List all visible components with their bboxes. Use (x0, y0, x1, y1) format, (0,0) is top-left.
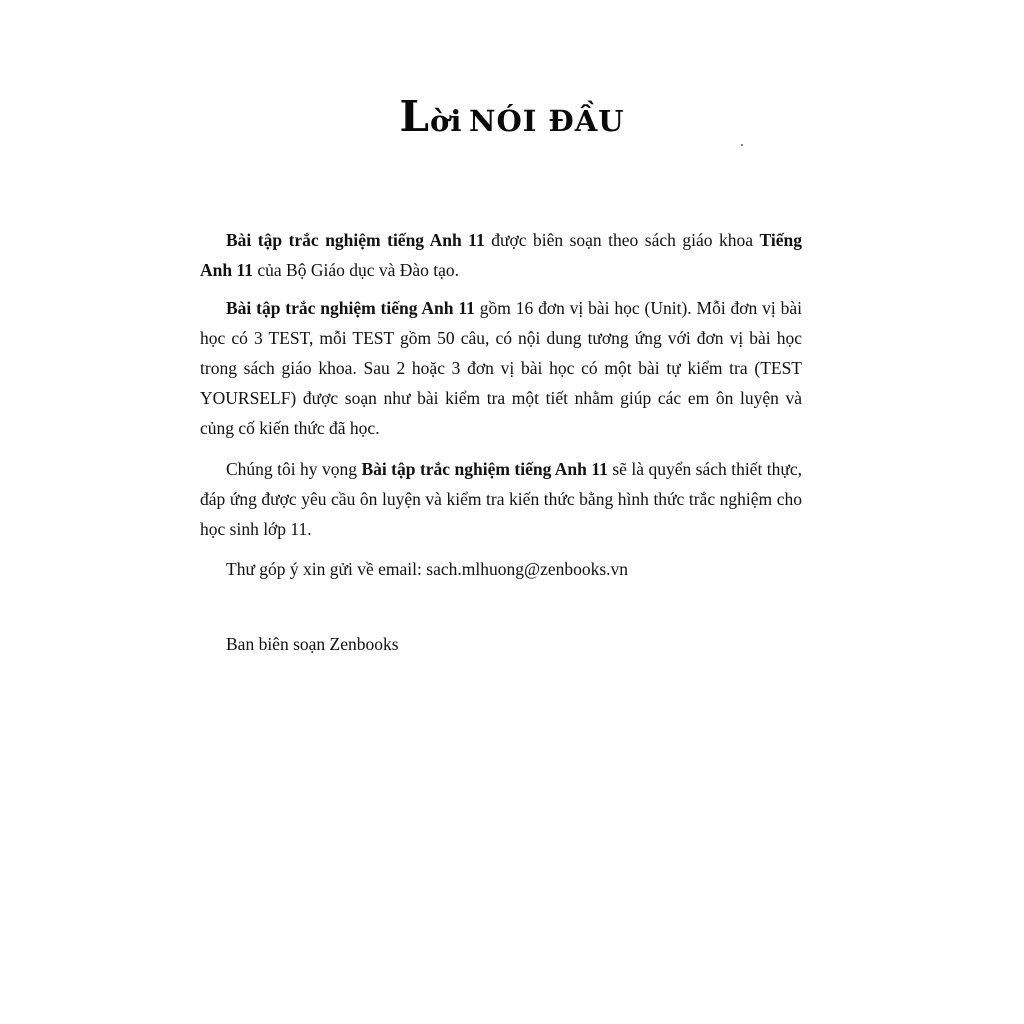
title-first-letter: L (399, 92, 430, 141)
speck-mark (741, 144, 743, 146)
paragraph-text: sẽ là quyển sách thiết thực, đáp ứng được yêu cầu ôn luyện và kiểm tra kiến thức bằng hình thức trắc nghiệm cho học sinh lớp 11. (200, 459, 802, 539)
signature: Ban biên soạn Zenbooks (226, 634, 399, 654)
feedback-block (200, 554, 802, 584)
page-title (0, 92, 1024, 141)
paragraph-1 (200, 225, 802, 285)
paragraph-text: được biên soạn theo sách giáo khoa (484, 230, 760, 250)
paragraph-hope (200, 454, 802, 544)
book-title-bold: Bài tập trắc nghiệm tiếng Anh 11 (226, 298, 475, 318)
title-first-word-rest: ời (430, 104, 463, 138)
paragraph-3 (200, 454, 802, 544)
paragraph-text: Chúng tôi hy vọng (226, 459, 362, 479)
paragraph-structure (200, 293, 802, 443)
book-title-bold: Bài tập trắc nghiệm tiếng Anh 11 (226, 230, 485, 250)
paragraph-text: gồm 16 đơn vị bài học (Unit). Mỗi đơn vị bài học có 3 TEST, mỗi TEST gồm 50 câu, có nội dung tương ứng với đơn vị bài học trong sách giáo khoa. Sau 2 hoặc 3 đơn vị bài học có một bài tự kiểm tra (TEST YOURSELF) được soạn như bài kiểm tra một tiết nhằm giúp các em ôn luyện và củng cố kiến thức đã học. (200, 298, 802, 438)
textbook-title-bold: Tiếng Anh 11 (200, 230, 802, 280)
title-rest: NÓI ĐẦU (468, 104, 625, 138)
feedback-line: Thư góp ý xin gửi về email: sach.mlhuong@zenbooks.vn (226, 559, 629, 579)
paragraph-2 (200, 293, 802, 443)
signature-block (200, 629, 802, 659)
paragraph-intro (200, 225, 802, 285)
paragraph-text: của Bộ Giáo dục và Đào tạo. (253, 260, 460, 280)
book-title-bold: Bài tập trắc nghiệm tiếng Anh 11 (361, 459, 608, 479)
